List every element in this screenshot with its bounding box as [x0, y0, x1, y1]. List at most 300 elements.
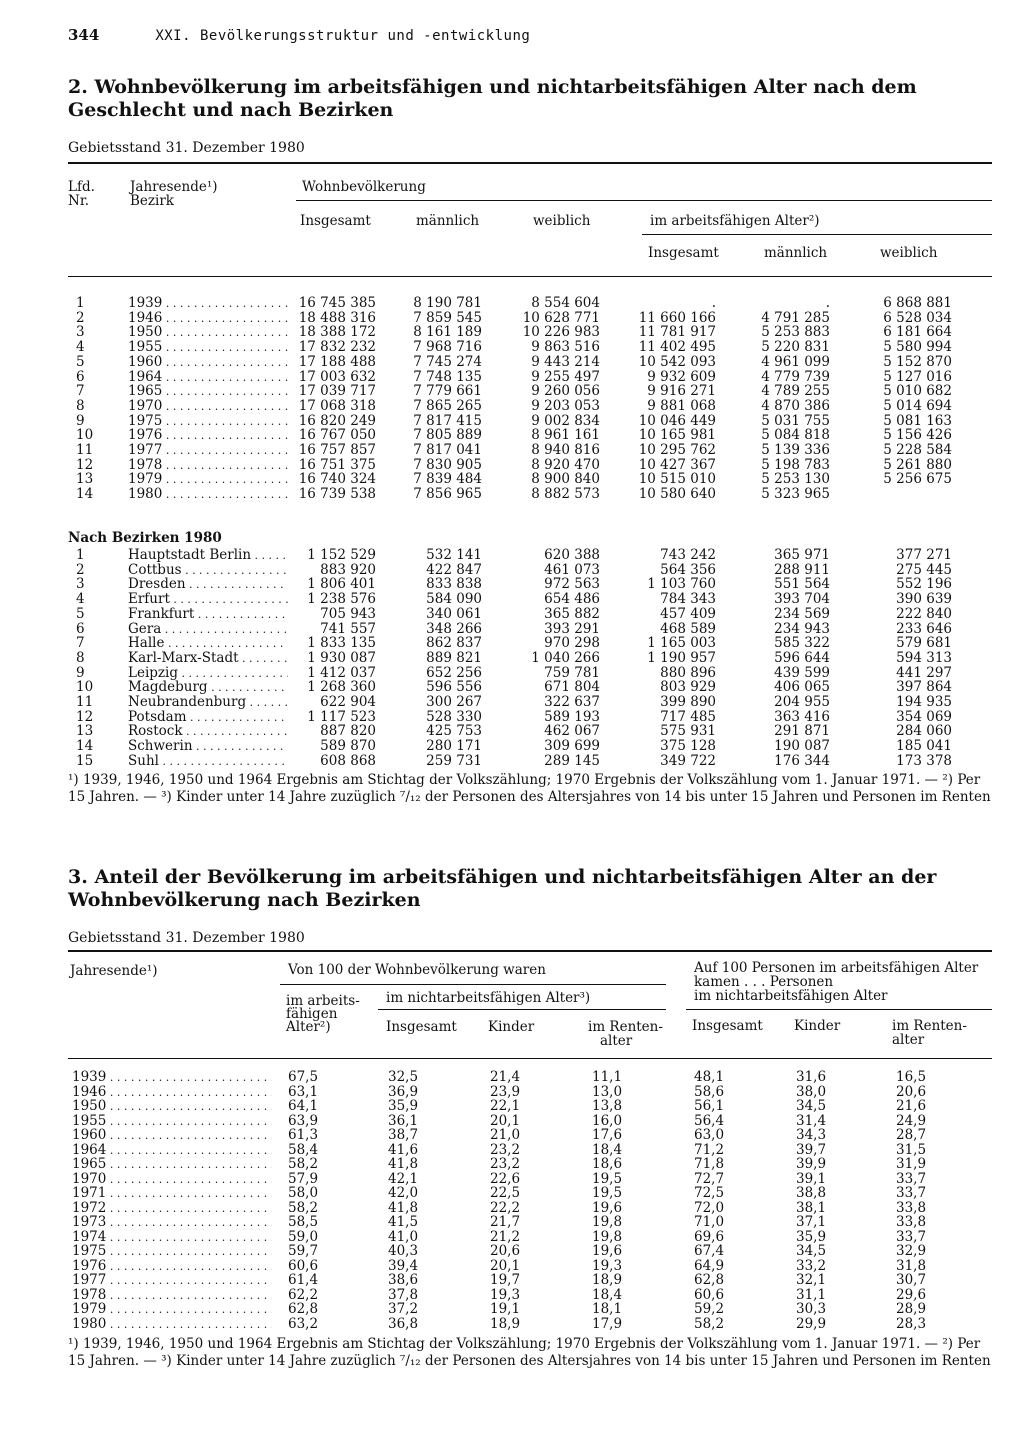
cell-arb-maennlich: 176 344 — [774, 752, 830, 769]
cell-arbeitsfaehig: 58,2 — [288, 1199, 319, 1216]
row-number: 6 — [76, 620, 85, 637]
cell-nicht-insgesamt: 36,9 — [388, 1083, 419, 1100]
cell-arb-weiblich: 6 528 034 — [883, 309, 952, 326]
row-number: 12 — [76, 456, 94, 473]
cell-insgesamt: 16 767 050 — [298, 427, 376, 444]
row-label: Karl-Marx-Stadt . . . — [128, 651, 288, 666]
table-row — [0, 1259, 1024, 1273]
cell-insgesamt: 589 870 — [320, 738, 376, 755]
cell-arb-weiblich: 194 935 — [896, 694, 952, 710]
table-row — [0, 666, 1024, 680]
cell-per100-kinder: 31,1 — [796, 1286, 827, 1303]
table-row — [0, 1215, 1024, 1229]
row-number: 4 — [76, 339, 85, 356]
row-label: 1975 . . . — [72, 1244, 272, 1259]
cell-arb-weiblich: 284 060 — [896, 723, 952, 740]
table-row — [0, 458, 1024, 472]
cell-arbeitsfaehig: 64,1 — [288, 1098, 319, 1114]
row-label: 1950 . . . — [72, 1099, 272, 1114]
cell-insgesamt: 622 904 — [320, 694, 376, 710]
row-label: 1964 . . . — [128, 370, 288, 385]
cell-kinder: 21,7 — [490, 1214, 521, 1230]
table-row — [0, 1273, 1024, 1287]
cell-per100-insgesamt: 71,0 — [694, 1214, 725, 1230]
cell-weiblich: 8 920 470 — [531, 456, 600, 473]
t3-head-auf100-1: Auf 100 Personen im arbeitsfähigen Alter — [694, 960, 979, 976]
cell-arbeitsfaehig: 60,6 — [288, 1257, 319, 1274]
cell-arb-insgesamt: 880 896 — [660, 664, 716, 681]
cell-per100-kinder: 33,2 — [796, 1257, 827, 1274]
row-label: 1955 . . . — [128, 340, 288, 355]
cell-arb-maennlich: 365 971 — [774, 547, 830, 563]
row-label: 1970 . . . — [72, 1172, 272, 1187]
cell-maennlich: 280 171 — [426, 738, 482, 755]
row-label: 1973 . . . — [72, 1215, 272, 1230]
t2-head-nr: Nr. — [68, 193, 90, 209]
cell-arb-maennlich: 4 791 285 — [761, 309, 830, 326]
cell-weiblich: 9 002 834 — [531, 412, 600, 429]
cell-arb-insgesamt: 11 660 166 — [638, 309, 716, 326]
cell-insgesamt: 17 068 318 — [298, 397, 376, 414]
cell-arbeitsfaehig: 63,1 — [288, 1083, 319, 1100]
cell-arb-maennlich: 5 253 130 — [761, 471, 830, 488]
cell-maennlich: 862 837 — [426, 635, 482, 652]
cell-rentenalter: 17,9 — [592, 1315, 623, 1332]
table-row — [0, 355, 1024, 369]
cell-maennlich: 7 968 716 — [413, 339, 482, 356]
table-row — [0, 1070, 1024, 1084]
table-row — [0, 340, 1024, 354]
cell-arb-maennlich: 5 198 783 — [761, 456, 830, 473]
t2-head-maennlich: männlich — [416, 213, 480, 229]
cell-maennlich: 340 061 — [426, 605, 482, 622]
cell-arb-insgesamt: 1 103 760 — [647, 576, 716, 593]
cell-arbeitsfaehig: 59,7 — [288, 1243, 319, 1259]
cell-arb-weiblich: 552 196 — [896, 576, 952, 593]
row-number: 6 — [76, 368, 85, 385]
cell-kinder: 23,2 — [490, 1156, 521, 1172]
row-label: Schwerin . . . — [128, 739, 288, 754]
cell-arb-weiblich: 579 681 — [896, 635, 952, 652]
cell-maennlich: 425 753 — [426, 723, 482, 740]
cell-rentenalter: 18,9 — [592, 1272, 623, 1288]
cell-per100-renten: 31,8 — [896, 1257, 927, 1274]
cell-per100-insgesamt: 64,9 — [694, 1257, 725, 1274]
cell-arb-insgesamt: 10 515 010 — [638, 471, 716, 488]
table-row — [0, 739, 1024, 753]
row-number: 5 — [76, 353, 85, 370]
cell-per100-renten: 33,7 — [896, 1228, 927, 1245]
cell-weiblich: 8 900 840 — [531, 471, 600, 488]
t3-head-rent-2: alter — [600, 1033, 633, 1049]
row-label: 1977 . . . — [128, 443, 288, 458]
row-number: 8 — [76, 649, 85, 666]
cell-arb-insgesamt: 9 932 609 — [647, 368, 716, 385]
cell-rentenalter: 19,5 — [592, 1185, 623, 1201]
cell-weiblich: 972 563 — [544, 576, 600, 593]
table-row — [0, 414, 1024, 428]
cell-arbeitsfaehig: 59,0 — [288, 1228, 319, 1245]
cell-kinder: 19,7 — [490, 1272, 521, 1288]
cell-arb-maennlich: 363 416 — [774, 708, 830, 725]
cell-per100-insgesamt: 71,8 — [694, 1156, 725, 1172]
cell-arb-maennlich: 190 087 — [774, 738, 830, 755]
row-number: 10 — [76, 679, 94, 696]
t3-head-arb-1: im arbeits- — [286, 993, 360, 1009]
cell-arb-maennlich: 439 599 — [774, 664, 830, 681]
cell-insgesamt: 705 943 — [320, 605, 376, 622]
cell-rentenalter: 13,0 — [592, 1083, 623, 1100]
cell-per100-renten: 33,7 — [896, 1185, 927, 1201]
cell-maennlich: 532 141 — [426, 547, 482, 563]
cell-per100-renten: 20,6 — [896, 1083, 927, 1100]
row-label: Hauptstadt Berlin . . . — [128, 548, 288, 563]
cell-nicht-insgesamt: 35,9 — [388, 1098, 419, 1114]
cell-maennlich: 7 839 484 — [413, 471, 482, 488]
t3-head-kinder2: Kinder — [794, 1018, 841, 1034]
cell-rentenalter: 19,8 — [592, 1214, 623, 1230]
cell-insgesamt: 887 820 — [320, 723, 376, 740]
cell-nicht-insgesamt: 42,0 — [388, 1185, 419, 1201]
cell-arb-weiblich: 185 041 — [896, 738, 952, 755]
cell-insgesamt: 17 188 488 — [298, 353, 376, 370]
row-label: 1976 . . . — [128, 428, 288, 443]
cell-kinder: 21,0 — [490, 1127, 521, 1143]
t3-head-insgesamt2: Insgesamt — [692, 1018, 763, 1034]
cell-insgesamt: 608 868 — [320, 752, 376, 769]
cell-arb-insgesamt: 1 190 957 — [647, 649, 716, 666]
cell-arb-insgesamt: 11 781 917 — [638, 324, 716, 341]
cell-per100-renten: 28,7 — [896, 1127, 927, 1143]
cell-arb-maennlich: 234 569 — [774, 605, 830, 622]
table2-subtitle: Gebietsstand 31. Dezember 1980 — [68, 140, 305, 156]
row-label: 1977 . . . — [72, 1273, 272, 1288]
cell-arb-maennlich: 4 789 255 — [761, 383, 830, 400]
cell-weiblich: 462 067 — [544, 723, 600, 740]
cell-per100-insgesamt: 56,4 — [694, 1112, 725, 1129]
cell-arbeitsfaehig: 61,4 — [288, 1272, 319, 1288]
running-header — [68, 26, 530, 44]
cell-arb-insgesamt: 349 722 — [660, 752, 716, 769]
cell-arb-maennlich: 585 322 — [774, 635, 830, 652]
cell-per100-renten: 31,9 — [896, 1156, 927, 1172]
cell-per100-insgesamt: 72,7 — [694, 1170, 725, 1187]
cell-nicht-insgesamt: 41,5 — [388, 1214, 419, 1230]
cell-rentenalter: 18,1 — [592, 1301, 623, 1317]
cell-per100-insgesamt: 72,5 — [694, 1185, 725, 1201]
cell-per100-insgesamt: 60,6 — [694, 1286, 725, 1303]
cell-rentenalter: 18,4 — [592, 1286, 623, 1303]
table-row — [0, 1099, 1024, 1113]
cell-maennlich: 7 856 965 — [413, 486, 482, 503]
row-label: 1946 . . . — [72, 1085, 272, 1100]
cell-arb-weiblich: 5 156 426 — [883, 427, 952, 444]
t3-head-auf100-2: kamen . . . Personen — [694, 974, 834, 990]
row-label: 1965 . . . — [72, 1157, 272, 1172]
cell-per100-kinder: 31,6 — [796, 1069, 827, 1085]
cell-rentenalter: 17,6 — [592, 1127, 623, 1143]
cell-per100-kinder: 39,7 — [796, 1141, 827, 1158]
cell-maennlich: 7 748 135 — [413, 368, 482, 385]
table-row — [0, 384, 1024, 398]
cell-kinder: 23,9 — [490, 1083, 521, 1100]
cell-per100-insgesamt: 62,8 — [694, 1272, 725, 1288]
row-number: 1 — [76, 547, 85, 563]
cell-maennlich: 7 805 889 — [413, 427, 482, 444]
table-row — [0, 1230, 1024, 1244]
cell-kinder: 20,6 — [490, 1243, 521, 1259]
cell-arb-insgesamt: 743 242 — [660, 547, 716, 563]
cell-arb-weiblich: 222 840 — [896, 605, 952, 622]
t2-head-rule-2 — [642, 234, 992, 235]
cell-weiblich: 9 863 516 — [531, 339, 600, 356]
cell-per100-kinder: 31,4 — [796, 1112, 827, 1129]
table-row — [0, 325, 1024, 339]
row-label: Gera . . . — [128, 622, 288, 637]
cell-weiblich: 309 699 — [544, 738, 600, 755]
row-number: 2 — [76, 561, 85, 578]
table2-top-rule — [68, 162, 992, 164]
table-row — [0, 399, 1024, 413]
cell-per100-renten: 33,8 — [896, 1199, 927, 1216]
row-number: 10 — [76, 427, 94, 444]
cell-weiblich: 620 388 — [544, 547, 600, 563]
cell-insgesamt: 16 745 385 — [298, 295, 376, 311]
cell-kinder: 18,9 — [490, 1315, 521, 1332]
cell-insgesamt: 1 930 087 — [307, 649, 376, 666]
t3-footnote-2: 15 Jahren. — ³) Kinder unter 14 Jahre zuzüglich ⁷/₁₂ der Personen des Altersjahres von 14 bis unter 15 Jahren und Personen im Renten — [68, 1353, 991, 1369]
table-row — [0, 1085, 1024, 1099]
row-number: 3 — [76, 576, 85, 593]
cell-arb-weiblich: 173 378 — [896, 752, 952, 769]
cell-arb-insgesamt: 375 128 — [660, 738, 716, 755]
cell-per100-renten: 33,8 — [896, 1214, 927, 1230]
cell-insgesamt: 1 152 529 — [307, 547, 376, 563]
cell-maennlich: 259 731 — [426, 752, 482, 769]
t3-head-arb-2: fähigen — [286, 1006, 338, 1022]
cell-arbeitsfaehig: 62,2 — [288, 1286, 319, 1303]
cell-nicht-insgesamt: 41,8 — [388, 1199, 419, 1216]
cell-kinder: 22,2 — [490, 1199, 521, 1216]
cell-maennlich: 7 779 661 — [413, 383, 482, 400]
row-label: Potsdam . . . — [128, 710, 288, 725]
row-label: Cottbus . . . — [128, 563, 288, 578]
cell-per100-kinder: 32,1 — [796, 1272, 827, 1288]
row-label: 1979 . . . — [72, 1302, 272, 1317]
cell-maennlich: 596 556 — [426, 679, 482, 696]
t2-head-insgesamt: Insgesamt — [300, 213, 371, 229]
cell-nicht-insgesamt: 42,1 — [388, 1170, 419, 1187]
cell-per100-kinder: 37,1 — [796, 1214, 827, 1230]
cell-maennlich: 8 190 781 — [413, 295, 482, 311]
cell-per100-insgesamt: 58,6 — [694, 1083, 725, 1100]
cell-arb-weiblich: 5 014 694 — [883, 397, 952, 414]
cell-per100-kinder: 34,3 — [796, 1127, 827, 1143]
cell-arb-maennlich: 234 943 — [774, 620, 830, 637]
cell-nicht-insgesamt: 36,1 — [388, 1112, 419, 1129]
cell-nicht-insgesamt: 37,2 — [388, 1301, 419, 1317]
cell-kinder: 22,1 — [490, 1098, 521, 1114]
cell-arbeitsfaehig: 57,9 — [288, 1170, 319, 1187]
row-number: 3 — [76, 324, 85, 341]
cell-arb-maennlich: 4 870 386 — [761, 397, 830, 414]
cell-per100-kinder: 34,5 — [796, 1098, 827, 1114]
cell-arb-weiblich: 5 081 163 — [883, 412, 952, 429]
cell-maennlich: 7 817 415 — [413, 412, 482, 429]
cell-weiblich: 654 486 — [544, 591, 600, 608]
cell-maennlich: 300 267 — [426, 694, 482, 710]
cell-per100-renten: 28,9 — [896, 1301, 927, 1317]
table2-title: 2. Wohnbevölkerung im arbeitsfähigen und nichtarbeitsfähigen Alter nach dem Geschlecht und nach Bezirken — [68, 76, 917, 121]
cell-insgesamt: 1 412 037 — [307, 664, 376, 681]
cell-rentenalter: 18,6 — [592, 1156, 623, 1172]
cell-weiblich: 9 203 053 — [531, 397, 600, 414]
row-number: 14 — [76, 738, 94, 755]
cell-insgesamt: 18 488 316 — [298, 309, 376, 326]
cell-insgesamt: 18 388 172 — [298, 324, 376, 341]
cell-weiblich: 8 961 161 — [531, 427, 600, 444]
table-row — [0, 622, 1024, 636]
cell-rentenalter: 11,1 — [592, 1069, 623, 1085]
cell-weiblich: 10 226 983 — [522, 324, 600, 341]
cell-nicht-insgesamt: 32,5 — [388, 1069, 419, 1085]
cell-weiblich: 759 781 — [544, 664, 600, 681]
row-label: 1970 . . . — [128, 399, 288, 414]
t3-head-rent2-1: im Renten- — [892, 1018, 967, 1034]
t2-footnote-2: 15 Jahren. — ³) Kinder unter 14 Jahre zuzüglich ⁷/₁₂ der Personen des Altersjahres von 14 bis unter 15 Jahren und Personen im Renten — [68, 789, 991, 805]
t3-head-rent-1: im Renten- — [588, 1019, 663, 1035]
cell-nicht-insgesamt: 38,6 — [388, 1272, 419, 1288]
cell-weiblich: 1 040 266 — [531, 649, 600, 666]
table-row — [0, 724, 1024, 738]
row-number: 1 — [76, 295, 85, 311]
t2-head-jahresende: Jahresende¹) — [130, 179, 218, 195]
cell-rentenalter: 19,6 — [592, 1199, 623, 1216]
t3-head-jahresende: Jahresende¹) — [70, 963, 158, 979]
cell-rentenalter: 19,3 — [592, 1257, 623, 1274]
cell-nicht-insgesamt: 41,0 — [388, 1228, 419, 1245]
cell-insgesamt: 16 751 375 — [298, 456, 376, 473]
cell-arb-insgesamt: 10 295 762 — [638, 442, 716, 458]
cell-maennlich: 422 847 — [426, 561, 482, 578]
cell-arb-insgesamt: 10 046 449 — [638, 412, 716, 429]
cell-arb-insgesamt: 1 165 003 — [647, 635, 716, 652]
cell-maennlich: 7 865 265 — [413, 397, 482, 414]
row-number: 7 — [76, 635, 85, 652]
row-label: Suhl . . . — [128, 754, 288, 769]
cell-arb-weiblich: 5 256 675 — [883, 471, 952, 488]
row-label: 1975 . . . — [128, 414, 288, 429]
row-number: 8 — [76, 397, 85, 414]
cell-kinder: 19,1 — [490, 1301, 521, 1317]
cell-weiblich: 8 940 816 — [531, 442, 600, 458]
cell-rentenalter: 19,6 — [592, 1243, 623, 1259]
table-row — [0, 311, 1024, 325]
table3-top-rule — [68, 950, 992, 952]
cell-weiblich: 9 443 214 — [531, 353, 600, 370]
cell-arb-maennlich: 5 220 831 — [761, 339, 830, 356]
t2-head-a-weiblich: weiblich — [880, 245, 938, 261]
cell-rentenalter: 19,5 — [592, 1170, 623, 1187]
t2-head-lfd: Lfd. — [68, 179, 95, 195]
t2-group-label: Nach Bezirken 1980 — [68, 530, 222, 546]
cell-per100-insgesamt: 69,6 — [694, 1228, 725, 1245]
row-number: 7 — [76, 383, 85, 400]
cell-arb-weiblich: 390 639 — [896, 591, 952, 608]
cell-arb-maennlich: 393 704 — [774, 591, 830, 608]
cell-arb-maennlich: 551 564 — [774, 576, 830, 593]
cell-maennlich: 348 266 — [426, 620, 482, 637]
cell-weiblich: 10 628 771 — [522, 309, 600, 326]
table-row — [0, 472, 1024, 486]
table-row — [0, 754, 1024, 768]
cell-arb-maennlich: 596 644 — [774, 649, 830, 666]
cell-per100-renten: 29,6 — [896, 1286, 927, 1303]
cell-weiblich: 589 193 — [544, 708, 600, 725]
row-label: Halle . . . — [128, 636, 288, 651]
row-label: 1960 . . . — [72, 1128, 272, 1143]
cell-arbeitsfaehig: 61,3 — [288, 1127, 319, 1143]
cell-per100-kinder: 39,1 — [796, 1170, 827, 1187]
cell-arb-insgesamt: 10 427 367 — [638, 456, 716, 473]
cell-arb-insgesamt: 575 931 — [660, 723, 716, 740]
cell-per100-renten: 30,7 — [896, 1272, 927, 1288]
cell-arbeitsfaehig: 63,9 — [288, 1112, 319, 1129]
row-label: 1979 . . . — [128, 472, 288, 487]
row-label: 1955 . . . — [72, 1114, 272, 1129]
row-label: 1976 . . . — [72, 1259, 272, 1274]
table-row — [0, 443, 1024, 457]
row-label: 1971 . . . — [72, 1186, 272, 1201]
t3-head-rent2-2: alter — [892, 1032, 925, 1048]
cell-maennlich: 584 090 — [426, 591, 482, 608]
cell-weiblich: 671 804 — [544, 679, 600, 696]
row-label: 1939 . . . — [128, 296, 288, 311]
cell-arb-insgesamt: 457 409 — [660, 605, 716, 622]
cell-per100-insgesamt: 67,4 — [694, 1243, 725, 1259]
cell-arb-weiblich: 5 228 584 — [883, 442, 952, 458]
cell-insgesamt: 883 920 — [320, 561, 376, 578]
cell-kinder: 22,6 — [490, 1170, 521, 1187]
cell-per100-kinder: 29,9 — [796, 1315, 827, 1332]
table-row — [0, 370, 1024, 384]
table-row — [0, 1143, 1024, 1157]
table-row — [0, 548, 1024, 562]
cell-arbeitsfaehig: 58,5 — [288, 1214, 319, 1230]
cell-arb-weiblich: 377 271 — [896, 547, 952, 563]
cell-per100-insgesamt: 48,1 — [694, 1069, 725, 1085]
cell-kinder: 20,1 — [490, 1257, 521, 1274]
cell-maennlich: 528 330 — [426, 708, 482, 725]
cell-insgesamt: 1 238 576 — [307, 591, 376, 608]
t2-head-bottom-rule — [68, 276, 992, 277]
cell-kinder: 19,3 — [490, 1286, 521, 1303]
table-row — [0, 636, 1024, 650]
cell-maennlich: 889 821 — [426, 649, 482, 666]
page-number: 344 — [68, 26, 100, 44]
t3-head-insgesamt: Insgesamt — [386, 1019, 457, 1035]
table-row — [0, 607, 1024, 621]
cell-per100-insgesamt: 59,2 — [694, 1301, 725, 1317]
t2-footnote-1: ¹) 1939, 1946, 1950 und 1964 Ergebnis am Stichtag der Volkszählung; 1970 Ergebnis der Volkszählung vom 1. Januar 1971. — ²) Per — [68, 772, 981, 788]
row-label: 1978 . . . — [128, 458, 288, 473]
row-label: 1946 . . . — [128, 311, 288, 326]
table-row — [0, 1302, 1024, 1316]
cell-kinder: 21,4 — [490, 1069, 521, 1085]
cell-rentenalter: 13,8 — [592, 1098, 623, 1114]
t2-head-a-insgesamt: Insgesamt — [648, 245, 719, 261]
table-row — [0, 680, 1024, 694]
